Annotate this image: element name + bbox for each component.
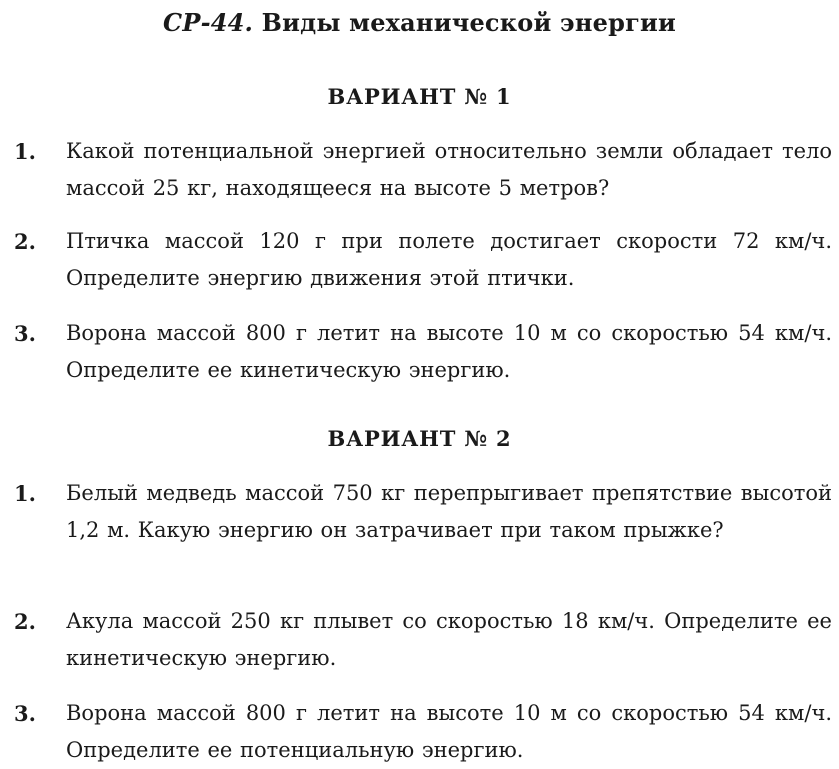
task-number: 2. xyxy=(14,229,36,254)
task-number: 3. xyxy=(14,321,36,346)
worksheet-title: Виды механической энергии xyxy=(261,8,676,37)
task-number: 1. xyxy=(14,139,36,164)
task-text: Птичка массой 120 г при полете достигает скорости 72 км/ч. Определите энергию движения этой птички. xyxy=(66,229,832,290)
task-text: Белый медведь массой 750 кг перепрыгивает препятствие высотой 1,2 м. Какую энергию он затрачивает при таком прыжке? xyxy=(66,481,832,542)
task-text: Какой потенциальной энергией относительно земли обладает тело массой 25 кг, находящееся на высоте 5 метров? xyxy=(66,139,832,200)
worksheet-code: СР-44. xyxy=(163,8,254,37)
variant-1-heading: ВАРИАНТ № 1 xyxy=(327,84,512,109)
task-text: Ворона массой 800 г летит на высоте 10 м со скоростью 54 км/ч. Определите ее потенциальную энергию. xyxy=(66,701,832,762)
page-title xyxy=(0,8,839,37)
task-number: 3. xyxy=(14,701,36,726)
task-text: Акула массой 250 кг плывет со скоростью 18 км/ч. Определите ее кинетическую энергию. xyxy=(66,609,832,670)
variant-2-heading: ВАРИАНТ № 2 xyxy=(327,426,512,451)
task-number: 1. xyxy=(14,481,36,506)
task-number: 2. xyxy=(14,609,36,634)
task-text: Ворона массой 800 г летит на высоте 10 м со скоростью 54 км/ч. Определите ее кинетическую энергию. xyxy=(66,321,832,382)
